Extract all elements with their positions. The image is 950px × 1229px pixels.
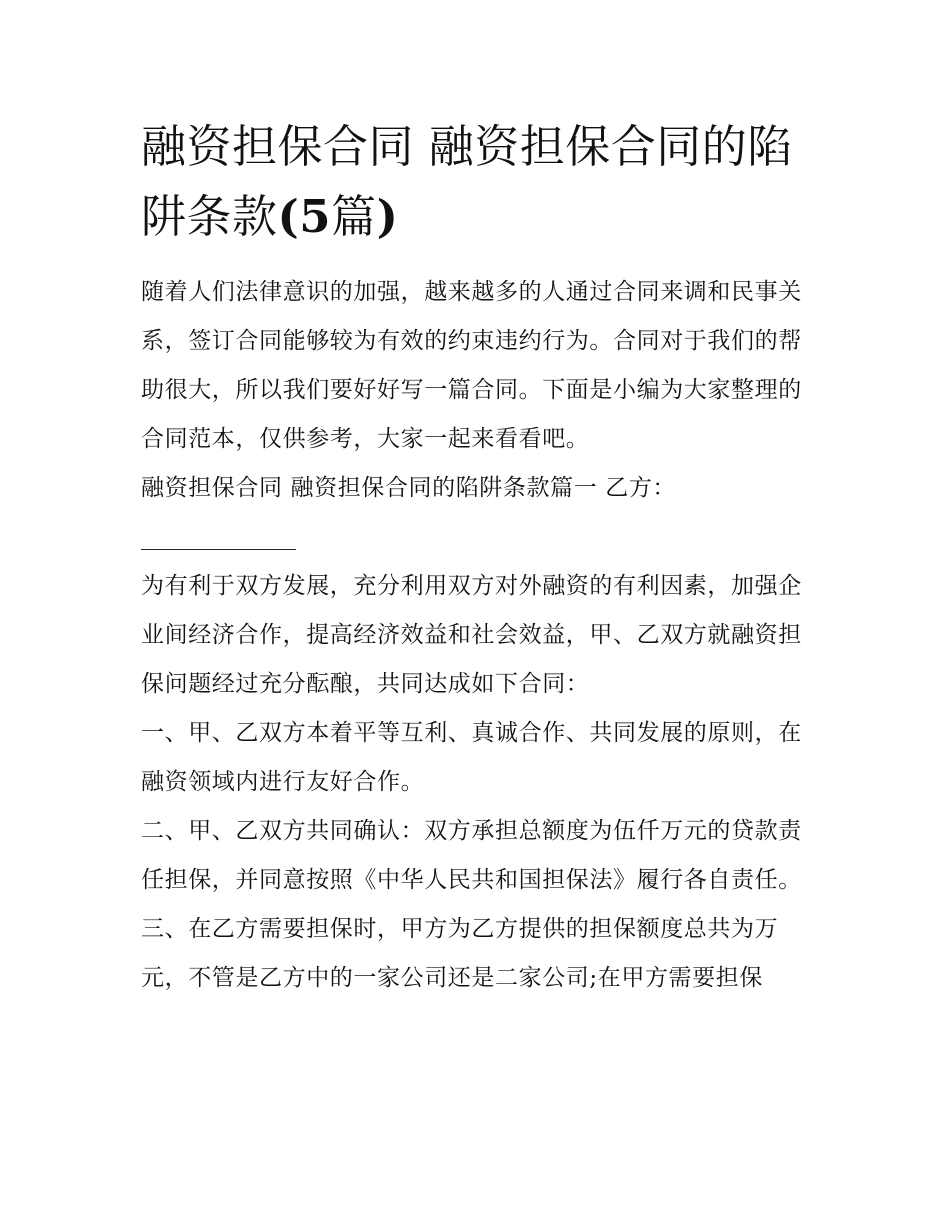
clause-2: 二、甲、乙双方共同确认：双方承担总额度为伍仟万元的贷款责任担保，并同意按照《中华人民共和国担保法》履行各自责任。 bbox=[141, 818, 802, 893]
clause-1: 一、甲、乙双方本着平等互利、真诚合作、共同发展的原则，在融资领域内进行友好合作。 bbox=[141, 720, 802, 795]
intro-paragraph: 随着人们法律意识的加强，越来越多的人通过合同来调和民事关系，签订合同能够较为有效的约束违约行为。合同对于我们的帮助很大，所以我们要好好写一篇合同。下面是小编为大家整理的合同范本，仅供参考，大家一起来看看吧。 bbox=[141, 279, 802, 452]
preamble-paragraph: 为有利于双方发展，充分利用双方对外融资的有利因素，加强企业间经济合作，提高经济效益和社会效益，甲、乙双方就融资担保问题经过充分酝酿，共同达成如下合同： bbox=[141, 573, 802, 697]
document-body bbox=[141, 112, 821, 1003]
section-heading: 融资担保合同 融资担保合同的陷阱条款篇一 乙方： bbox=[141, 475, 677, 501]
clause-3: 三、在乙方需要担保时，甲方为乙方提供的担保额度总共为万元，不管是乙方中的一家公司还是二家公司;在甲方需要担保 bbox=[141, 916, 779, 991]
party-b-blank-line bbox=[141, 513, 296, 562]
document-title: 融资担保合同 融资担保合同的陷阱条款(5篇) bbox=[141, 120, 793, 243]
